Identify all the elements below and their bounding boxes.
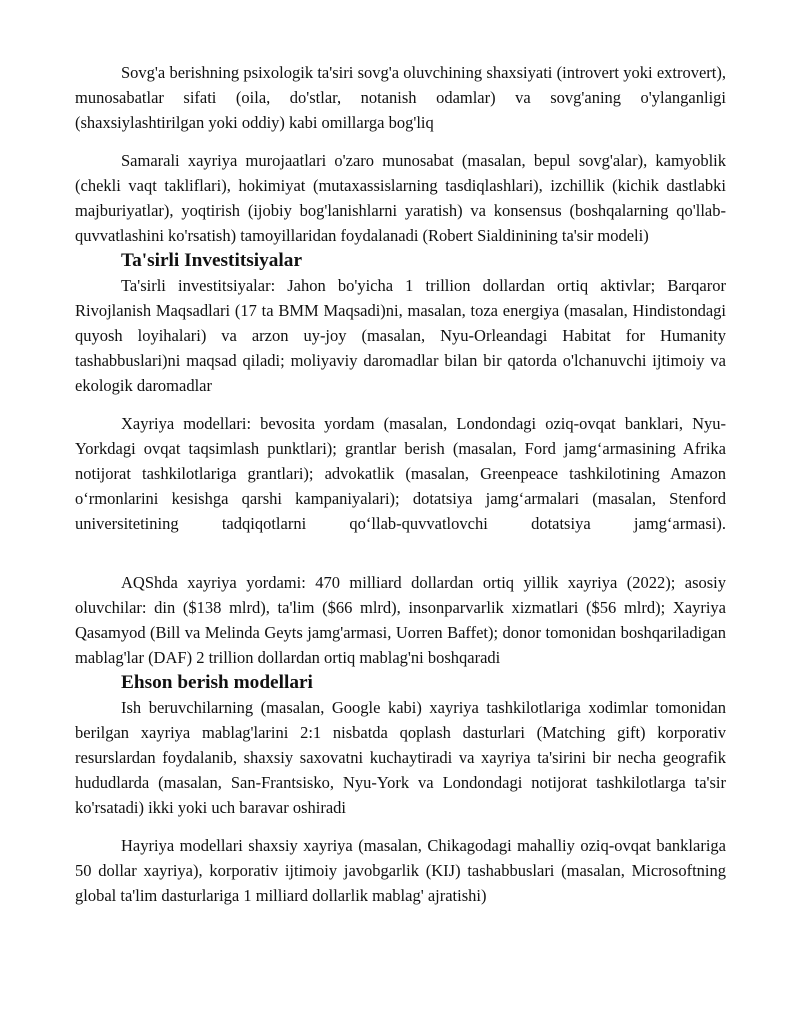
heading-impact-investments: Ta'sirli Investitsiyalar [121, 250, 303, 271]
paragraph-gift-psychology: Sovg'a berishning psixologik ta'siri sovg'a oluvchining shaxsiyati (introvert yoki extrovert), munosabatlar sifati (oila, do'stlar, notanish odamlar) va sovg'aning o'ylanganligi (shaxsiylashtirilgan yoki oddiy) kabi omillarga bog'liq [75, 63, 726, 132]
paragraph-philanthropy-models: Hayriya modellari shaxsiy xayriya (masalan, Chikagodagi mahalliy oziq-ovqat banklariga 50 dollar xayriya), korporativ ijtimoiy javobgarlik (KIJ) tashabbuslari (masalan, Microsoftning global ta'lim dasturlariga 1 milliard dollarlik mablag' ajratishi) [75, 836, 726, 905]
heading-giving-models: Ehson berish modellari [121, 672, 313, 693]
paragraph-charity-appeals: Samarali xayriya murojaatlari o'zaro munosabat (masalan, bepul sovg'alar), kamyoblik (chekli vaqt takliflari), hokimiyat (mutaxassislarning tasdiqlashlari), izchillik (kichik dastlabki majburiyatlar), yoqtirish (ijobiy bog'lanishlarni yaratish) va konsensus (boshqalarning qo'llab-quvvatlashini ko'rsatish) tamoyillaridan foydalanadi (Robert Sialdinining ta'sir modeli) [75, 151, 726, 245]
paragraph-charity-models: Xayriya modellari: bevosita yordam (masalan, Londondagi oziq-ovqat banklari, Nyu-Yorkdagi ovqat taqsimlash punktlari); grantlar berish (masalan, Ford jamg‘armasining Afrika notijorat tashkilotlariga grantlari); advokatlik (masalan, Greenpeace tashkilotining Amazon o‘rmonlarini kesishga qarshi kampaniyalari); dotatsiya jamg‘armalari (masalan, Stenford universitetining tadqiqotlarni qo‘llab-quvvatlovchi dotatsiya jamg‘armasi). [75, 414, 726, 533]
paragraph-impact-investments: Ta'sirli investitsiyalar: Jahon bo'yicha 1 trillion dollardan ortiq aktivlar; Barqaror Rivojlanish Maqsadlari (17 ta BMM Maqsadi)ni, masalan, toza energiya (masalan, Hindistondagi quyosh loyihalari) va arzon uy-joy (masalan, Nyu-Orleandagi Habitat for Humanity tashabbuslari)ni maqsad qiladi; moliyaviy daromadlar bilan bir qatorda o'lchanuvchi ijtimoiy va ekologik daromadlar [75, 276, 726, 395]
paragraph-us-charity: AQShda xayriya yordami: 470 milliard dollardan ortiq yillik xayriya (2022); asosiy oluvchilar: din ($138 mlrd), ta'lim ($66 mlrd), insonparvarlik xizmatlari ($56 mlrd); Xayriya Qasamyod (Bill va Melinda Geyts jamg'armasi, Uorren Baffet); donor tomonidan boshqariladigan mablag'lar (DAF) 2 trillion dollardan ortiq mablag'ni boshqaradi [75, 573, 726, 667]
document-page [75, 60, 726, 908]
paragraph-matching-gift: Ish beruvchilarning (masalan, Google kabi) xayriya tashkilotlariga xodimlar tomonidan berilgan xayriya mablag'larini 2:1 nisbatda qoplash dasturlari (Matching gift) korporativ resurslardan foydalanib, shaxsiy saxovatni kuchaytiradi va xayriya ta'sirini bir necha geografik hududlarda (masalan, San-Frantsisko, Nyu-York va Londondagi notijorat tashkilotlarga ta'sir ko'rsatadi) ikki yoki uch baravar oshiradi [75, 698, 726, 817]
